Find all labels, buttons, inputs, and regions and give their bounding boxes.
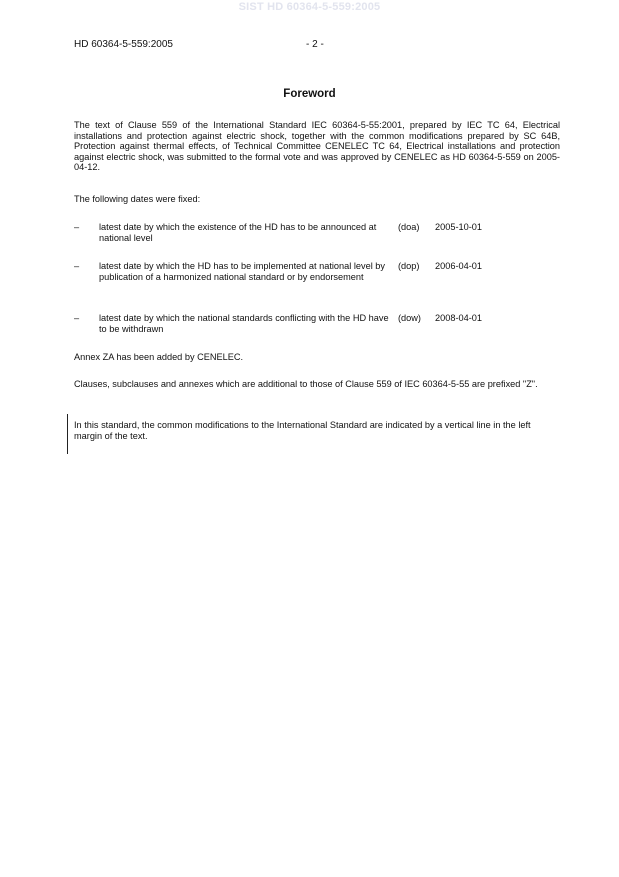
date-description: latest date by which the national standards conflicting with the HD have to be withdrawn <box>99 313 389 334</box>
date-abbreviation: (dow) <box>398 313 421 323</box>
clauses-note: Clauses, subclauses and annexes which are additional to those of Clause 559 of IEC 60364-5-55 are prefixed "Z". <box>74 379 538 389</box>
modifications-note: In this standard, the common modifications to the International Standard are indicated by a vertical line in the left margin of the text. <box>74 420 531 441</box>
list-dash: – <box>74 261 80 271</box>
watermark: SIST HD 60364-5-559:2005 <box>238 1 381 13</box>
page-number: - 2 - <box>306 39 324 50</box>
date-value: 2008-04-01 <box>435 313 482 323</box>
dates-intro: The following dates were fixed: <box>74 194 201 204</box>
foreword-paragraph: The text of Clause 559 of the International Standard IEC 60364-5-55:2001, prepared by IEC TC 64, Electrical installations and protection against electric shock, together with the common modifications prepared by SC 64B, Protection against thermal effects, of Technical Committee CENELEC TC 64, Electrical installations and protection against electric shock, was submitted to the formal vote and was approved by CENELEC as HD 60364-5-559 on 2005-04-12. <box>74 120 560 173</box>
page-title: Foreword <box>283 88 336 100</box>
date-abbreviation: (doa) <box>398 222 420 232</box>
list-dash: – <box>74 222 80 232</box>
date-value: 2006-04-01 <box>435 261 482 271</box>
document-id: HD 60364-5-559:2005 <box>74 39 173 50</box>
date-abbreviation: (dop) <box>398 261 420 271</box>
date-value: 2005-10-01 <box>435 222 482 232</box>
modification-margin-line <box>67 414 68 454</box>
date-description: latest date by which the HD has to be implemented at national level by publication of a harmonized national standard or by endorsement <box>99 261 385 282</box>
list-dash: – <box>74 313 80 323</box>
date-description: latest date by which the existence of the HD has to be announced at national level <box>99 222 377 243</box>
annex-note: Annex ZA has been added by CENELEC. <box>74 352 244 362</box>
